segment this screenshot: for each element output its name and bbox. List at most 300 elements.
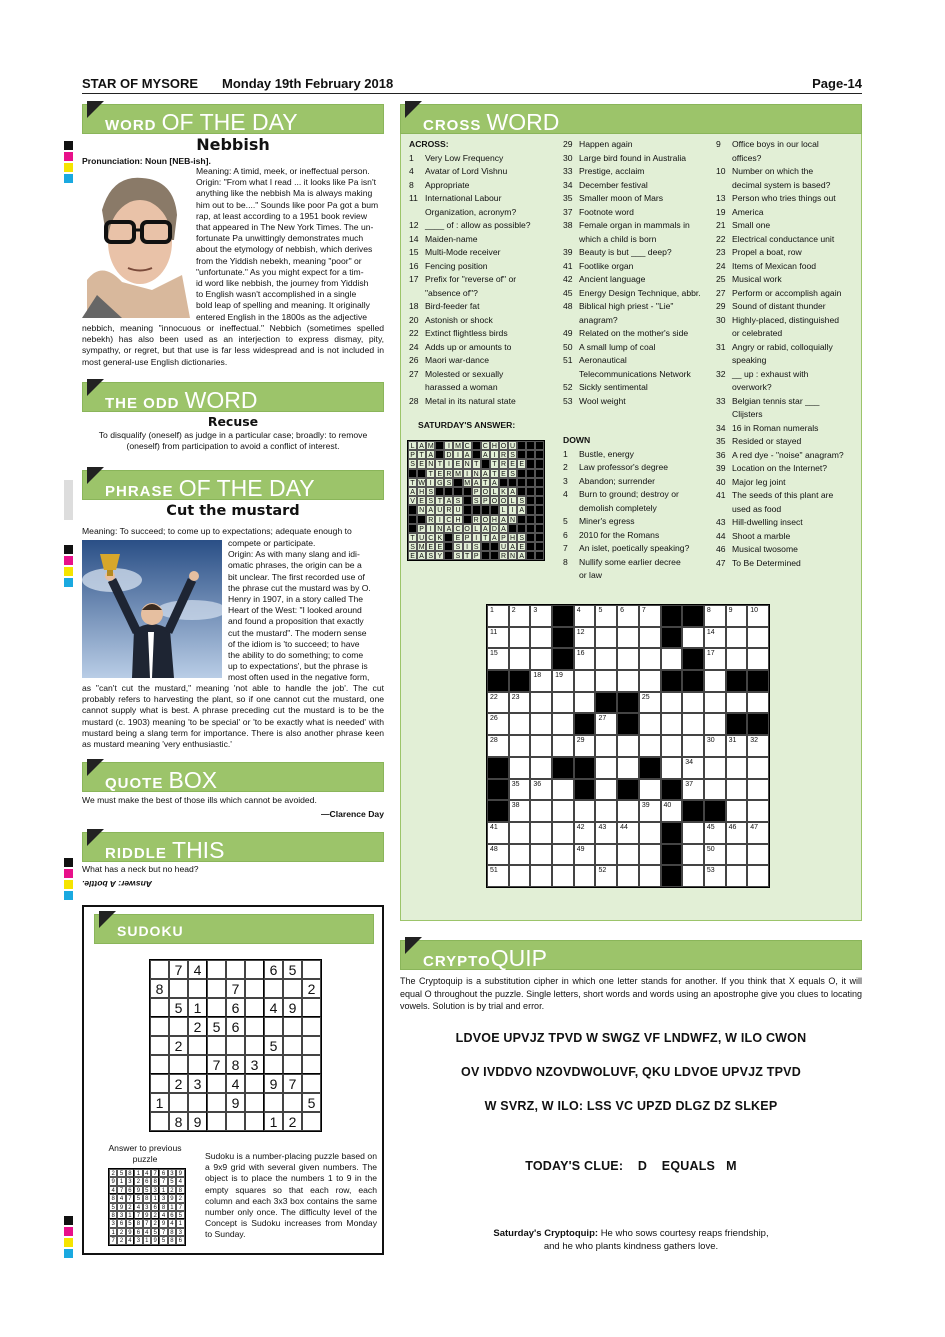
crossword-cell[interactable] [574,800,596,822]
sudoku-cell[interactable] [283,1055,302,1074]
answer-cell: E [453,459,462,468]
sudoku-cell[interactable] [188,1055,207,1074]
answer-cell: 2 [176,1194,184,1202]
crossword-cell[interactable] [661,692,683,714]
crossword-cell[interactable]: 10 [747,605,769,627]
crossword-cell[interactable] [747,865,769,887]
sudoku-cell[interactable]: 7 [207,1055,226,1074]
sudoku-cell[interactable] [207,979,226,998]
clue-number: 44 [716,530,726,541]
crossword-cell[interactable] [552,692,574,714]
sudoku-cell[interactable] [188,1093,207,1112]
crossword-cell[interactable] [639,713,661,735]
answer-cell [490,542,499,551]
crossword-cell[interactable]: 40 [661,800,683,822]
crossword-cell[interactable] [617,757,639,779]
crossword-cell[interactable] [530,800,552,822]
clue-number: 32 [716,368,726,379]
crossword-cell[interactable] [747,844,769,866]
crossword-cell[interactable] [509,713,531,735]
sudoku-cell[interactable]: 8 [226,1055,245,1074]
sudoku-cell[interactable] [150,1112,169,1131]
answer-cell [526,459,535,468]
crossword-cell[interactable]: 15 [487,648,509,670]
answer-cell: M [455,470,461,478]
crossword-cell[interactable]: 51 [487,865,509,887]
crossword-cell[interactable] [661,648,683,670]
answer-cell: 9 [134,1186,142,1194]
crossword-cell[interactable] [509,648,531,670]
crossword-cell[interactable]: 29 [574,735,596,757]
clue-item [409,287,559,301]
sudoku-cell[interactable]: 4 [264,998,283,1017]
answer-cell: S [444,478,453,487]
sudoku-cell[interactable] [169,979,188,998]
sudoku-cell[interactable] [245,1017,264,1036]
answer-cell: 4 [159,1211,167,1219]
sudoku-cell[interactable]: 9 [226,1093,245,1112]
crossword-cell [487,757,509,779]
sudoku-cell[interactable] [226,1036,245,1055]
clue-text: Extinct flightless birds [425,328,508,338]
crossword-cell[interactable]: 9 [726,605,748,627]
clue-number: 34 [563,179,573,190]
clue-item [563,341,713,355]
sudoku-cell[interactable]: 5 [302,1093,321,1112]
sudoku-cell[interactable]: 1 [150,1093,169,1112]
crossword-cell[interactable] [552,822,574,844]
sudoku-cell[interactable] [226,960,245,979]
crossword-cell[interactable]: 25 [639,692,661,714]
sudoku-cell[interactable] [245,1036,264,1055]
sudoku-cell[interactable]: 5 [169,998,188,1017]
crossword-cell[interactable] [530,844,552,866]
crossword-cell[interactable]: 42 [574,822,596,844]
sudoku-cell[interactable] [264,1017,283,1036]
sudoku-cell[interactable] [207,998,226,1017]
crossword-cell [661,605,683,627]
crossword-cell[interactable] [682,713,704,735]
crossword-cell[interactable]: 17 [704,648,726,670]
crossword-cell[interactable]: 50 [704,844,726,866]
sudoku-cell[interactable] [283,1017,302,1036]
sudoku-cell[interactable]: 7 [169,960,188,979]
crossword-cell[interactable]: 48 [487,844,509,866]
clue-number: 22 [716,233,726,244]
text-line: to English wasn't accomplished in a single [196,289,357,300]
crossword-cell[interactable] [639,670,661,692]
crossword-cell[interactable] [509,822,531,844]
crossword-cell[interactable] [726,648,748,670]
crossword-cell[interactable] [530,648,552,670]
crossword-cell[interactable]: 22 [487,692,509,714]
sudoku-cell[interactable] [188,979,207,998]
answer-cell: N [426,459,435,468]
crossword-cell[interactable]: 28 [487,735,509,757]
crossword-cell[interactable] [595,800,617,822]
clue-item [563,354,713,368]
sudoku-cell[interactable]: 7 [283,1074,302,1093]
answer-cell [444,487,453,496]
crossword-cell[interactable] [509,844,531,866]
clue-number: 2 [563,462,568,472]
clue-item [716,152,862,166]
sudoku-description: Sudoku is a number-placing puzzle based on a 9x9 grid with several given numbers. The object is to place the numbers 1 to 9 in the empty squares so that each row, each column and each 3x3 box contains the same number only once. The difficulty level of the Concept is Sudoku increases from Monday to Sunday. [205,1151,377,1240]
clue-number: 12 [409,220,419,230]
crossword-cell[interactable]: 38 [509,800,531,822]
sudoku-cell[interactable]: 5 [264,1036,283,1055]
crossword-cell[interactable] [704,692,726,714]
sudoku-cell[interactable]: 9 [188,1112,207,1131]
crossword-cell[interactable] [704,670,726,692]
crossword-cell[interactable] [552,735,574,757]
crossword-cell[interactable] [661,757,683,779]
crossword-cell[interactable] [617,844,639,866]
crossword-cell[interactable]: 26 [487,713,509,735]
crossword-cell[interactable]: 19 [552,670,574,692]
crossword-cell[interactable] [704,757,726,779]
crossword-cell[interactable] [726,757,748,779]
crossword-cell[interactable]: 14 [704,627,726,649]
crossword-cell[interactable] [682,844,704,866]
sudoku-cell[interactable]: 1 [264,1112,283,1131]
clue-text: Maori war-dance [425,355,489,365]
clue-number [563,314,579,328]
answer-cell: T [426,469,435,478]
crossword-cell[interactable] [617,648,639,670]
clue-item [563,260,713,274]
clue-text: Nullify some earlier decree [579,556,681,567]
crossword-cell[interactable] [747,800,769,822]
clue-text: Items of Mexican food [732,260,817,271]
crossword-cell[interactable]: 30 [704,735,726,757]
answer-cell: 4 [126,1236,134,1244]
answer-cell: S [426,551,435,560]
sudoku-cell[interactable] [302,1074,321,1093]
answer-cell [472,450,481,459]
crossword-cell[interactable] [595,627,617,649]
answer-cell: T [417,450,426,459]
crossword-cell[interactable]: 18 [530,670,552,692]
crossword-cell[interactable] [661,713,683,735]
crossword-cell[interactable]: 36 [530,779,552,801]
crossword-cell[interactable]: 3 [530,605,552,627]
crossword-cell[interactable] [509,627,531,649]
crossword-cell [661,822,683,844]
crossword-cell[interactable] [595,735,617,757]
banner-label: SUDOKU [117,923,184,939]
crossword-cell[interactable] [726,844,748,866]
clue-item [409,165,559,179]
answer-cell: 6 [143,1177,151,1185]
crossword-cell[interactable] [682,865,704,887]
sudoku-cell[interactable]: 6 [264,960,283,979]
crossword-cell[interactable]: 35 [509,779,531,801]
crossword-cell[interactable] [747,779,769,801]
sudoku-cell[interactable]: 9 [264,1074,283,1093]
saturday-cryptoquip-line: and he who plants kindness gathers love. [543,1241,719,1252]
sudoku-cell[interactable] [150,1017,169,1036]
answer-cell: I [490,450,499,459]
sudoku-cell[interactable]: 2 [302,979,321,998]
crossword-cell[interactable]: 43 [595,822,617,844]
answer-cell [535,515,544,524]
sudoku-cell[interactable] [302,1017,321,1036]
crossword-cell[interactable] [552,779,574,801]
crossword-cell[interactable] [661,735,683,757]
crossword-cell[interactable]: 1 [487,605,509,627]
crossword-cell[interactable] [704,779,726,801]
crossword-cell[interactable]: 52 [595,865,617,887]
sudoku-cell[interactable]: 2 [169,1036,188,1055]
crossword-cell[interactable] [530,865,552,887]
crossword-cell[interactable] [552,844,574,866]
crossword-cell[interactable] [747,648,769,670]
crossword-cell[interactable] [509,735,531,757]
sudoku-cell[interactable] [169,1017,188,1036]
sudoku-cell[interactable]: 5 [283,960,302,979]
clue-item [563,219,713,233]
sudoku-cell[interactable] [207,1093,226,1112]
crossword-cell[interactable] [552,800,574,822]
sudoku-cell[interactable] [245,960,264,979]
sudoku-cell[interactable] [245,979,264,998]
sudoku-cell[interactable] [150,960,169,979]
crossword-cell[interactable]: 16 [574,648,596,670]
crossword-cell[interactable] [595,844,617,866]
sudoku-cell[interactable] [283,1093,302,1112]
sudoku-cell[interactable] [245,1093,264,1112]
sudoku-cell[interactable] [226,1112,245,1131]
crossword-cell[interactable] [682,822,704,844]
crossword-cell[interactable]: 44 [617,822,639,844]
crossword-cell[interactable] [530,757,552,779]
crossword-cell[interactable]: 45 [704,822,726,844]
answer-cell: 1 [159,1186,167,1194]
clue-number: 40 [716,476,726,487]
crossword-cell[interactable] [574,692,596,714]
clue-text: Smaller moon of Mars [579,193,664,203]
crossword-cell[interactable] [595,670,617,692]
sudoku-grid[interactable] [149,959,322,1132]
crossword-cell[interactable] [595,648,617,670]
sudoku-cell[interactable]: 1 [188,998,207,1017]
sudoku-cell[interactable] [169,1055,188,1074]
sudoku-cell[interactable] [207,1112,226,1131]
sudoku-cell[interactable] [283,1036,302,1055]
crossword-cell[interactable]: 34 [682,757,704,779]
answer-cell [526,551,535,560]
sudoku-cell[interactable]: 2 [188,1017,207,1036]
sudoku-cell[interactable] [302,960,321,979]
answer-cell: 9 [168,1194,176,1202]
sudoku-cell[interactable] [150,1036,169,1055]
sudoku-cell[interactable] [207,1074,226,1093]
answer-cell: A [481,469,490,478]
crossword-cell[interactable] [639,648,661,670]
sudoku-cell[interactable] [302,998,321,1017]
crossword-cell[interactable] [595,757,617,779]
answer-cell: T [490,459,499,468]
crossword-cell[interactable]: 53 [704,865,726,887]
crossword-cell[interactable] [552,865,574,887]
crossword-cell[interactable]: 11 [487,627,509,649]
sudoku-cell[interactable] [188,1036,207,1055]
sudoku-cell[interactable]: 2 [283,1112,302,1131]
crossword-cell[interactable]: 31 [726,735,748,757]
clue-item [409,354,559,368]
crossword-cell[interactable]: 27 [595,713,617,735]
crossword-cell[interactable] [530,692,552,714]
crossword-cell[interactable] [617,627,639,649]
crossword-cell[interactable] [509,865,531,887]
crossword-cell[interactable] [509,757,531,779]
clue-text: Large bird found in Australia [579,152,687,163]
sudoku-cell[interactable] [169,1093,188,1112]
sudoku-cell[interactable] [207,960,226,979]
clue-text: Prefix for "reverse of" or [425,274,517,284]
sudoku-cell[interactable] [264,979,283,998]
crossword-cell[interactable]: 37 [682,779,704,801]
sudoku-cell[interactable]: 8 [169,1112,188,1131]
clue-text: Burn to ground; destroy or [579,489,679,499]
crossword-cell[interactable]: 47 [747,822,769,844]
clue-item [716,449,862,463]
clue-text: Highly-placed, distinguished [732,314,840,325]
sudoku-cell[interactable] [302,1036,321,1055]
crossword-cell[interactable]: 8 [704,605,726,627]
crossword-cell[interactable] [617,670,639,692]
sudoku-cell[interactable]: 6 [226,998,245,1017]
sudoku-cell[interactable]: 5 [207,1017,226,1036]
clue-text: "absence of"? [425,287,478,298]
crossword-cell[interactable] [617,735,639,757]
crossword-cell[interactable] [639,779,661,801]
crossword-cell[interactable]: 32 [747,735,769,757]
crossword-cell[interactable] [574,670,596,692]
answer-cell: O [482,488,489,496]
crossword-cell[interactable] [530,713,552,735]
crossword-cell[interactable]: 6 [617,605,639,627]
sudoku-cell[interactable]: 2 [169,1074,188,1093]
sudoku-cell[interactable] [245,1112,264,1131]
sudoku-cell[interactable] [150,1055,169,1074]
crossword-cell[interactable] [639,844,661,866]
sudoku-cell[interactable] [302,1112,321,1131]
crossword-cell[interactable] [682,627,704,649]
color-registration-marks [64,858,73,902]
crossword-cell[interactable]: 41 [487,822,509,844]
crossword-cell[interactable] [639,865,661,887]
sudoku-cell[interactable] [283,979,302,998]
sudoku-cell[interactable]: 4 [188,960,207,979]
crossword-cell[interactable] [639,627,661,649]
issue-date: Monday 19th February 2018 [222,76,394,91]
crossword-cell[interactable]: 7 [639,605,661,627]
answer-cell [463,505,472,514]
crossword-cell[interactable] [747,627,769,649]
sudoku-cell[interactable] [264,1055,283,1074]
crossword-cell[interactable] [617,800,639,822]
sudoku-cell[interactable] [302,1055,321,1074]
sudoku-cell[interactable]: 3 [245,1055,264,1074]
crossword-cell[interactable]: 46 [726,822,748,844]
crossword-cell [639,757,661,779]
answer-cell: 8 [159,1203,167,1211]
crossword-cell[interactable] [726,800,748,822]
crossword-cell[interactable] [639,735,661,757]
crossword-cell[interactable]: 5 [595,605,617,627]
clue-text: Female organ in mammals in [579,220,690,230]
crossword-cell[interactable] [530,735,552,757]
crossword-grid[interactable] [486,604,770,888]
sudoku-cell[interactable]: 3 [188,1074,207,1093]
crossword-cell[interactable] [595,779,617,801]
saturday-cryptoquip-label: Saturday's Cryptoquip: [493,1228,599,1239]
sudoku-cell[interactable]: 7 [226,979,245,998]
crossword-cell[interactable]: 39 [639,800,661,822]
clue-text: Bustle, energy [579,448,634,459]
answer-cell: 5 [126,1219,134,1227]
sudoku-cell[interactable]: 8 [150,979,169,998]
sudoku-cell[interactable]: 9 [283,998,302,1017]
answer-cell: 7 [126,1194,134,1202]
crossword-cell[interactable] [704,713,726,735]
sudoku-cell[interactable] [207,1036,226,1055]
crossword-cell[interactable] [552,713,574,735]
crossword-cell[interactable] [726,627,748,649]
answer-cell: 9 [159,1219,167,1227]
crossword-cell[interactable] [747,692,769,714]
answer-cell [526,496,535,505]
clue-number [409,381,425,395]
crossword-cell[interactable] [726,692,748,714]
clue-number: 41 [716,490,726,500]
crossword-cell[interactable] [747,757,769,779]
sudoku-cell[interactable]: 6 [226,1017,245,1036]
answer-cell [535,551,544,560]
crossword-cell[interactable] [726,865,748,887]
crossword-cell[interactable] [726,779,748,801]
crossword-cell[interactable]: 12 [574,627,596,649]
clue-item [563,300,713,314]
crossword-cell[interactable] [530,627,552,649]
answer-cell: A [508,542,517,551]
crossword-cell[interactable] [682,735,704,757]
sudoku-cell[interactable] [150,998,169,1017]
crossword-cell[interactable]: 23 [509,692,531,714]
crossword-cell[interactable]: 49 [574,844,596,866]
answer-cell: P [472,551,481,560]
sudoku-cell[interactable] [245,998,264,1017]
crossword-cell[interactable]: 2 [509,605,531,627]
crossword-cell[interactable] [682,692,704,714]
sudoku-cell[interactable] [245,1074,264,1093]
sudoku-cell[interactable] [264,1093,283,1112]
answer-cell: S [426,487,435,496]
sudoku-cell[interactable]: 4 [226,1074,245,1093]
answer-cell: 2 [151,1211,159,1219]
sudoku-cell[interactable] [150,1074,169,1093]
clue-number: 43 [716,517,726,527]
crossword-cell[interactable]: 4 [574,605,596,627]
answer-cell: 6 [168,1211,176,1219]
crossword-cell[interactable] [639,822,661,844]
crossword-cell[interactable] [574,865,596,887]
crossword-cell[interactable] [530,822,552,844]
crossword-cell[interactable] [617,865,639,887]
answer-cell [517,469,526,478]
